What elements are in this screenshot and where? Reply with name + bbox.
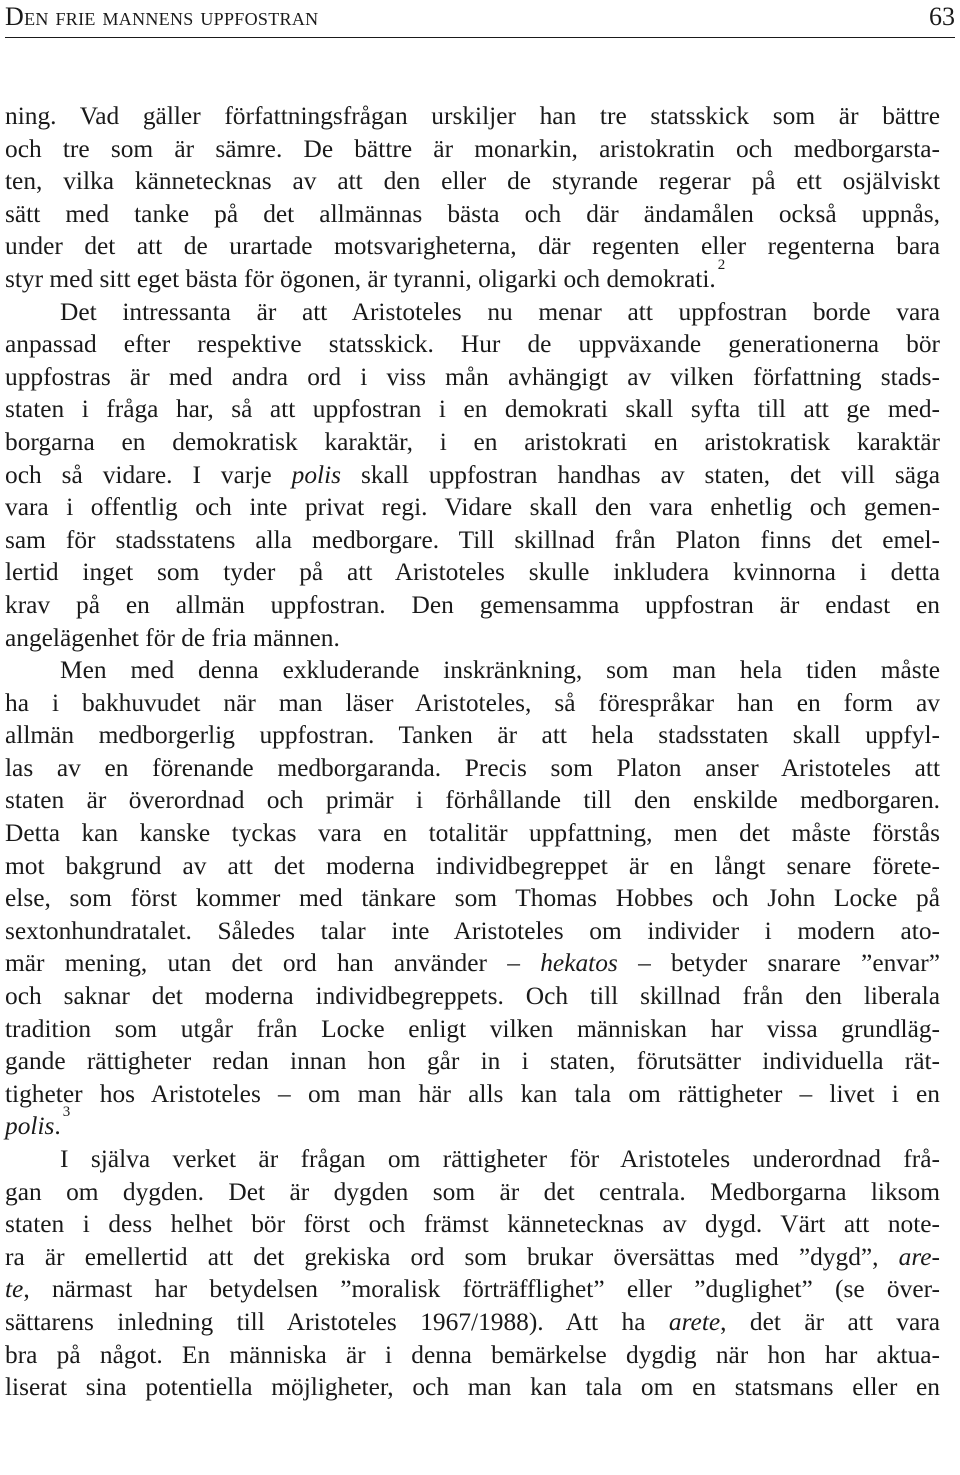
text-line <box>5 947 940 980</box>
text-line <box>5 459 940 492</box>
page-number: 63 <box>929 2 955 31</box>
text-line <box>5 1208 940 1241</box>
text-line <box>5 1045 940 1078</box>
text-segment: mot bakgrund av att det moderna individbegreppet är en långt senare förete- <box>5 851 940 880</box>
text-segment: vara i offentlig och inte privat regi. Vidare skall den vara enhetlig och gemen- <box>5 493 940 522</box>
text-line <box>5 882 940 915</box>
text-segment: borgarna en demokratisk karaktär, i en aristokrati en aristokratisk karaktär <box>5 427 940 456</box>
text-segment: tigheter hos Aristoteles – om man här alls kan tala om rättigheter – livet i en <box>5 1079 940 1108</box>
text-segment: och tre som är sämre. De bättre är monarkin, aristokratin och medborgarsta- <box>5 134 940 163</box>
text-segment: ra är emellertid att det grekiska ord som brukar översättas med ”dygd”, <box>5 1242 899 1271</box>
footnote-marker: 2 <box>717 256 726 273</box>
text-segment: else, som först kommer med tänkare som Thomas Hobbes och John Locke på <box>5 884 940 913</box>
text-line <box>5 1013 940 1046</box>
text-line <box>5 556 940 589</box>
text-segment: – betyder snarare ”envar” <box>617 949 940 978</box>
text-line <box>5 1273 940 1306</box>
text-segment: gan om dygden. Det är dygden som är det centrala. Medborgarna liksom <box>5 1177 940 1206</box>
italic-term: are- <box>898 1242 940 1271</box>
text-line <box>5 1339 940 1372</box>
text-line <box>5 752 940 785</box>
text-segment: staten är överordnad och primär i förhållande till den enskilde medborgaren. <box>5 786 940 815</box>
text-line <box>5 296 940 329</box>
text-segment: styr med sitt eget bästa för ögonen, är tyranni, oligarki och demokrati. <box>5 264 716 293</box>
text-line <box>5 1371 940 1404</box>
text-line <box>5 230 940 263</box>
text-segment: Det intressanta är att Aristoteles nu menar att uppfostran borde vara <box>60 297 940 326</box>
text-segment: uppfostras är med andra ord i viss mån avhängigt av vilken författning stads- <box>5 362 940 391</box>
text-segment: , det är att vara <box>720 1307 940 1336</box>
text-line <box>5 817 940 850</box>
text-segment: gande rättigheter redan innan hon går in i staten, förutsätter individuella rät- <box>5 1047 940 1076</box>
running-title: Den frie mannens uppfostran <box>5 2 319 31</box>
text-line <box>5 1241 940 1274</box>
body-text <box>5 100 940 1404</box>
text-segment: las av en förenande medborgaranda. Precis som Platon anser Aristoteles att <box>5 753 940 782</box>
text-line <box>5 980 940 1013</box>
text-line <box>5 1103 940 1143</box>
text-line <box>5 589 940 622</box>
text-segment: Detta kan kanske tyckas vara en totalitär uppfattning, men det måste förstås <box>5 819 940 848</box>
italic-term: te <box>5 1275 24 1304</box>
text-line <box>5 524 940 557</box>
text-line <box>5 719 940 752</box>
text-segment: staten i fråga har, så att uppfostran i en demokrati skall syfta till att ge med- <box>5 395 940 424</box>
footnote-marker: 3 <box>62 1103 71 1120</box>
text-segment: bra på något. En människa är i denna bemärkelse dygdig när hon har aktua- <box>5 1340 940 1369</box>
text-segment: sättarens inledning till Aristoteles 1967/1988). Att ha <box>5 1307 669 1336</box>
text-segment: ten, vilka kännetecknas av att den eller de styrande regerar på ett osjälviskt <box>5 167 940 196</box>
text-segment: allmän medborgerlig uppfostran. Tanken är att hela stadsstaten skall uppfyl- <box>5 721 940 750</box>
text-line <box>5 1306 940 1339</box>
text-segment: liserat sina potentiella möjligheter, och man kan tala om en statsmans eller en <box>5 1373 940 1402</box>
text-segment: och så vidare. I varje <box>5 460 292 489</box>
text-segment: staten i dess helhet bör först och främst kännetecknas av dygd. Värt att note- <box>5 1210 940 1239</box>
text-segment: . <box>54 1112 61 1141</box>
text-line <box>5 426 940 459</box>
text-line <box>5 165 940 198</box>
text-segment: under det att de urartade motsvarigheterna, där regenten eller regenterna bara <box>5 232 940 261</box>
text-line <box>5 256 940 296</box>
text-segment: sätt med tanke på det allmännas bästa och där ändamålen också uppnås, <box>5 199 940 228</box>
text-line <box>5 622 940 655</box>
text-segment: krav på en allmän uppfostran. Den gemensamma uppfostran är endast en <box>5 590 940 619</box>
text-line <box>5 915 940 948</box>
text-line <box>5 133 940 166</box>
text-segment: sextonhundratalet. Således talar inte Aristoteles om individer i modern ato- <box>5 916 940 945</box>
text-line <box>5 361 940 394</box>
italic-term: polis <box>5 1112 55 1141</box>
text-segment: lertid inget som tyder på att Aristoteles skulle inkludera kvinnorna i detta <box>5 558 940 587</box>
text-line <box>5 393 940 426</box>
text-segment: sam för stadsstatens alla medborgare. Till skillnad från Platon finns det emel- <box>5 525 940 554</box>
italic-term: arete <box>668 1307 721 1336</box>
text-line <box>5 198 940 231</box>
text-segment: Men med denna exkluderande inskränkning, som man hela tiden måste <box>60 656 940 685</box>
text-segment: I själva verket är frågan om rättigheter för Aristoteles underordnad frå- <box>60 1145 940 1173</box>
text-segment: tradition som utgår från Locke enligt vilken människan har vissa grundläg- <box>5 1014 940 1043</box>
text-segment: anpassad efter respektive statsskick. Hur de uppväxande generationerna bör <box>5 330 940 359</box>
text-line <box>5 784 940 817</box>
text-segment: mär mening, utan det ord han använder – <box>5 949 541 978</box>
text-line <box>5 850 940 883</box>
text-line <box>5 1176 940 1209</box>
italic-term: polis <box>291 460 342 489</box>
text-line <box>5 328 940 361</box>
text-line <box>5 1143 940 1176</box>
text-line <box>5 1078 940 1111</box>
header-rule <box>5 37 955 38</box>
text-line <box>5 654 940 687</box>
text-segment: ning. Vad gäller författningsfrågan urskiljer han tre statsskick som är bättre <box>5 102 940 130</box>
text-line <box>5 100 940 133</box>
running-header <box>5 0 955 30</box>
text-segment: , närmast har betydelsen ”moralisk förträfflighet” eller ”duglighet” (se över- <box>23 1275 940 1304</box>
text-segment: och saknar det moderna individbegreppets. Och till skillnad från den liberala <box>5 982 940 1011</box>
text-line <box>5 687 940 720</box>
text-segment: skall uppfostran handhas av staten, det vill säga <box>341 460 940 489</box>
text-segment: angelägenhet för de fria männen. <box>5 623 340 652</box>
text-line <box>5 491 940 524</box>
text-segment: ha i bakhuvudet när man läser Aristoteles, så förespråkar han en form av <box>5 688 940 717</box>
italic-term: hekatos <box>540 949 618 978</box>
